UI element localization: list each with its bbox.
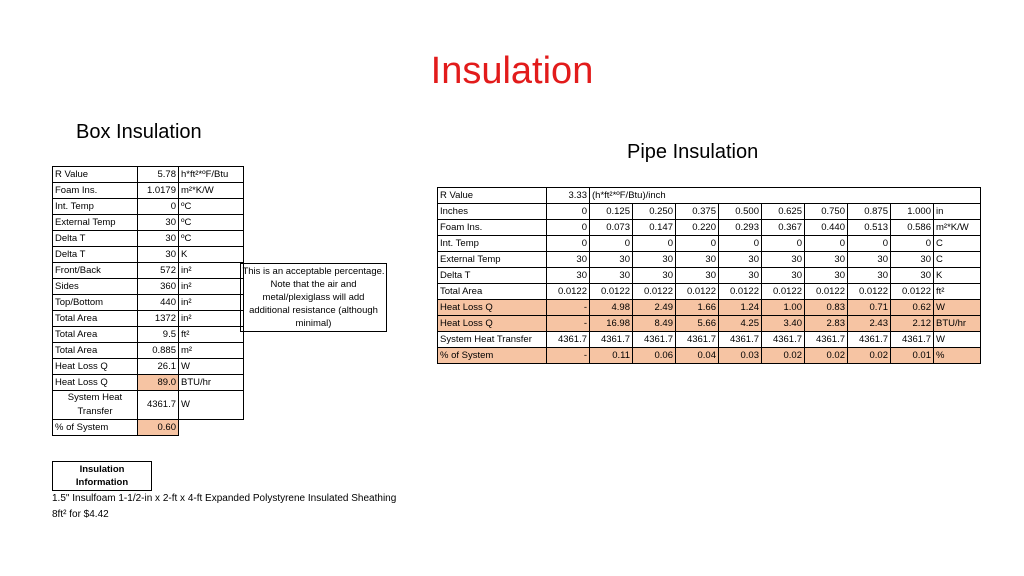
cell-value: 0.62: [891, 300, 934, 316]
table-row: [53, 167, 244, 183]
cell-value: 30: [676, 268, 719, 284]
row-label: % of System: [53, 420, 138, 436]
row-label: Heat Loss Q: [53, 359, 138, 375]
row-label: Heat Loss Q: [438, 316, 547, 332]
table-row: [53, 311, 244, 327]
row-unit: W: [934, 332, 981, 348]
cell-value: 8.49: [633, 316, 676, 332]
row-label: % of System: [438, 348, 547, 364]
row-label: Foam Ins.: [53, 183, 138, 199]
row-label: Total Area: [53, 311, 138, 327]
row-value: 1.0179: [138, 183, 179, 199]
cell-value: 0.0122: [590, 284, 633, 300]
row-value: 572: [138, 263, 179, 279]
cell-value: 0: [547, 220, 590, 236]
cell-value: 0.01: [891, 348, 934, 364]
row-unit: in: [934, 204, 981, 220]
cell-value: 1.66: [676, 300, 719, 316]
cell-value: 4361.7: [762, 332, 805, 348]
table-row: [438, 348, 981, 364]
table-row: [438, 284, 981, 300]
cell-value: 0.220: [676, 220, 719, 236]
row-value: 360: [138, 279, 179, 295]
table-row: [438, 220, 981, 236]
cell-value: 0.0122: [633, 284, 676, 300]
row-value: 89.0: [138, 375, 179, 391]
row-label: Int. Temp: [438, 236, 547, 252]
row-unit: ºC: [179, 199, 244, 215]
cell-value: 30: [676, 252, 719, 268]
cell-value: 0.11: [590, 348, 633, 364]
row-unit: in²: [179, 311, 244, 327]
table-row: [438, 236, 981, 252]
row-unit: (h*ft²*ºF/Btu)/inch: [590, 188, 981, 204]
row-label: External Temp: [438, 252, 547, 268]
row-value: 30: [138, 215, 179, 231]
cell-value: 0.367: [762, 220, 805, 236]
cell-value: 4361.7: [676, 332, 719, 348]
cell-value: 4361.7: [805, 332, 848, 348]
cell-value: 30: [762, 268, 805, 284]
row-label: Total Area: [438, 284, 547, 300]
cell-value: 0.250: [633, 204, 676, 220]
box-insulation-table: [52, 166, 244, 436]
cell-value: 30: [633, 268, 676, 284]
table-row: [53, 279, 244, 295]
cell-value: 0.440: [805, 220, 848, 236]
table-row: [53, 420, 244, 436]
insulation-information-box: Insulation Information: [52, 461, 152, 491]
row-unit: %: [934, 348, 981, 364]
cell-value: 0.0122: [547, 284, 590, 300]
row-unit: ºC: [179, 215, 244, 231]
row-unit: W: [934, 300, 981, 316]
row-unit: W: [179, 391, 244, 420]
cell-value: 0.0122: [719, 284, 762, 300]
row-label: Total Area: [53, 327, 138, 343]
cell-value: 0.0122: [848, 284, 891, 300]
cell-value: 30: [762, 252, 805, 268]
cell-value: 0: [848, 236, 891, 252]
table-row: [53, 263, 244, 279]
table-row: [53, 327, 244, 343]
row-label: System Heat Transfer: [53, 391, 138, 420]
row-value: 30: [138, 231, 179, 247]
cell-value: 0.0122: [891, 284, 934, 300]
cell-value: 0: [547, 204, 590, 220]
insulation-price-line: 8ft² for $4.42: [52, 509, 109, 520]
cell-value: 0.02: [805, 348, 848, 364]
cell-value: 0.02: [762, 348, 805, 364]
row-unit: K: [934, 268, 981, 284]
cell-value: 30: [719, 268, 762, 284]
cell-value: 30: [633, 252, 676, 268]
cell-value: 4361.7: [719, 332, 762, 348]
acceptable-percentage-note: This is an acceptable percentage. Note that the air and metal/plexiglass will add additional resistance (although minimal): [240, 263, 387, 332]
cell-value: 2.43: [848, 316, 891, 332]
table-row: [438, 332, 981, 348]
row-value: 3.33: [547, 188, 590, 204]
row-label: Heat Loss Q: [438, 300, 547, 316]
cell-value: 0.513: [848, 220, 891, 236]
cell-value: 0.06: [633, 348, 676, 364]
cell-value: 0.125: [590, 204, 633, 220]
row-label: Delta T: [53, 231, 138, 247]
cell-value: 0.625: [762, 204, 805, 220]
table-row: [53, 183, 244, 199]
row-label: R Value: [438, 188, 547, 204]
cell-value: 0.0122: [676, 284, 719, 300]
cell-value: 0.0122: [762, 284, 805, 300]
cell-value: 0.147: [633, 220, 676, 236]
row-value: 4361.7: [138, 391, 179, 420]
row-value: 440: [138, 295, 179, 311]
table-row: [438, 316, 981, 332]
cell-value: 30: [805, 252, 848, 268]
cell-value: 1.00: [762, 300, 805, 316]
row-unit: h*ft²*ºF/Btu: [179, 167, 244, 183]
row-label: Int. Temp: [53, 199, 138, 215]
table-row: [53, 359, 244, 375]
row-unit: m²*K/W: [934, 220, 981, 236]
row-value: 5.78: [138, 167, 179, 183]
row-label: Delta T: [438, 268, 547, 284]
cell-value: 2.49: [633, 300, 676, 316]
row-value: 26.1: [138, 359, 179, 375]
row-value: 9.5: [138, 327, 179, 343]
cell-value: 30: [848, 268, 891, 284]
cell-value: 0.04: [676, 348, 719, 364]
row-label: Heat Loss Q: [53, 375, 138, 391]
row-value: 30: [138, 247, 179, 263]
row-value: 0: [138, 199, 179, 215]
cell-value: 0.375: [676, 204, 719, 220]
cell-value: 4361.7: [547, 332, 590, 348]
cell-value: 0.073: [590, 220, 633, 236]
cell-value: 30: [719, 252, 762, 268]
row-unit: in²: [179, 295, 244, 311]
cell-value: -: [547, 316, 590, 332]
pipe-insulation-table: [437, 187, 981, 364]
cell-value: 30: [848, 252, 891, 268]
row-label: Sides: [53, 279, 138, 295]
row-unit: C: [934, 236, 981, 252]
row-label: System Heat Transfer: [438, 332, 547, 348]
row-label: Front/Back: [53, 263, 138, 279]
row-label: Inches: [438, 204, 547, 220]
cell-value: 2.83: [805, 316, 848, 332]
cell-value: 0.0122: [805, 284, 848, 300]
table-row: [53, 247, 244, 263]
row-unit: m²*K/W: [179, 183, 244, 199]
cell-value: 0: [719, 236, 762, 252]
cell-value: 0: [891, 236, 934, 252]
cell-value: 1.24: [719, 300, 762, 316]
cell-value: 0.586: [891, 220, 934, 236]
row-label: R Value: [53, 167, 138, 183]
row-unit: W: [179, 359, 244, 375]
cell-value: 0.750: [805, 204, 848, 220]
cell-value: 4361.7: [848, 332, 891, 348]
row-label: Delta T: [53, 247, 138, 263]
row-value: 0.60: [138, 420, 179, 436]
cell-value: 2.12: [891, 316, 934, 332]
cell-value: 4361.7: [633, 332, 676, 348]
cell-value: 30: [547, 268, 590, 284]
cell-value: 30: [891, 268, 934, 284]
row-unit: BTU/hr: [934, 316, 981, 332]
cell-value: 0.83: [805, 300, 848, 316]
row-label: Foam Ins.: [438, 220, 547, 236]
cell-value: 0: [805, 236, 848, 252]
cell-value: -: [547, 348, 590, 364]
row-unit: ft²: [179, 327, 244, 343]
cell-value: 30: [805, 268, 848, 284]
cell-value: 0: [547, 236, 590, 252]
row-unit: ft²: [934, 284, 981, 300]
cell-value: 5.66: [676, 316, 719, 332]
box-insulation-title: Box Insulation: [76, 121, 202, 143]
cell-value: 0.02: [848, 348, 891, 364]
row-unit: C: [934, 252, 981, 268]
pipe-insulation-title: Pipe Insulation: [627, 141, 759, 163]
row-unit: in²: [179, 279, 244, 295]
row-value: 1372: [138, 311, 179, 327]
table-row: [53, 231, 244, 247]
cell-value: 1.000: [891, 204, 934, 220]
cell-value: 0.293: [719, 220, 762, 236]
table-row: [53, 343, 244, 359]
cell-value: 4.25: [719, 316, 762, 332]
table-row: [438, 188, 981, 204]
row-label: Total Area: [53, 343, 138, 359]
row-unit: in²: [179, 263, 244, 279]
cell-value: -: [547, 300, 590, 316]
table-row: [53, 375, 244, 391]
table-row: [438, 204, 981, 220]
cell-value: 4.98: [590, 300, 633, 316]
table-row: [53, 391, 244, 420]
cell-value: 30: [590, 252, 633, 268]
cell-value: 3.40: [762, 316, 805, 332]
cell-value: 0: [590, 236, 633, 252]
cell-value: 0: [633, 236, 676, 252]
cell-value: 30: [590, 268, 633, 284]
row-unit: BTU/hr: [179, 375, 244, 391]
cell-value: 0.500: [719, 204, 762, 220]
row-label: External Temp: [53, 215, 138, 231]
slide-title: Insulation: [430, 50, 594, 92]
table-row: [438, 252, 981, 268]
cell-value: 4361.7: [891, 332, 934, 348]
cell-value: 16.98: [590, 316, 633, 332]
row-unit: ºC: [179, 231, 244, 247]
row-unit: m²: [179, 343, 244, 359]
table-row: [438, 268, 981, 284]
row-value: 0.885: [138, 343, 179, 359]
cell-value: 0: [676, 236, 719, 252]
row-unit: K: [179, 247, 244, 263]
cell-value: 0: [762, 236, 805, 252]
cell-value: 0.71: [848, 300, 891, 316]
cell-value: 0.03: [719, 348, 762, 364]
cell-value: 30: [891, 252, 934, 268]
cell-value: 0.875: [848, 204, 891, 220]
table-row: [438, 300, 981, 316]
insulation-product-line: 1.5" Insulfoam 1-1/2-in x 2-ft x 4-ft Expanded Polystyrene Insulated Sheathing: [52, 493, 397, 504]
cell-value: 4361.7: [590, 332, 633, 348]
table-row: [53, 199, 244, 215]
cell-value: 30: [547, 252, 590, 268]
table-row: [53, 215, 244, 231]
row-label: Top/Bottom: [53, 295, 138, 311]
table-row: [53, 295, 244, 311]
